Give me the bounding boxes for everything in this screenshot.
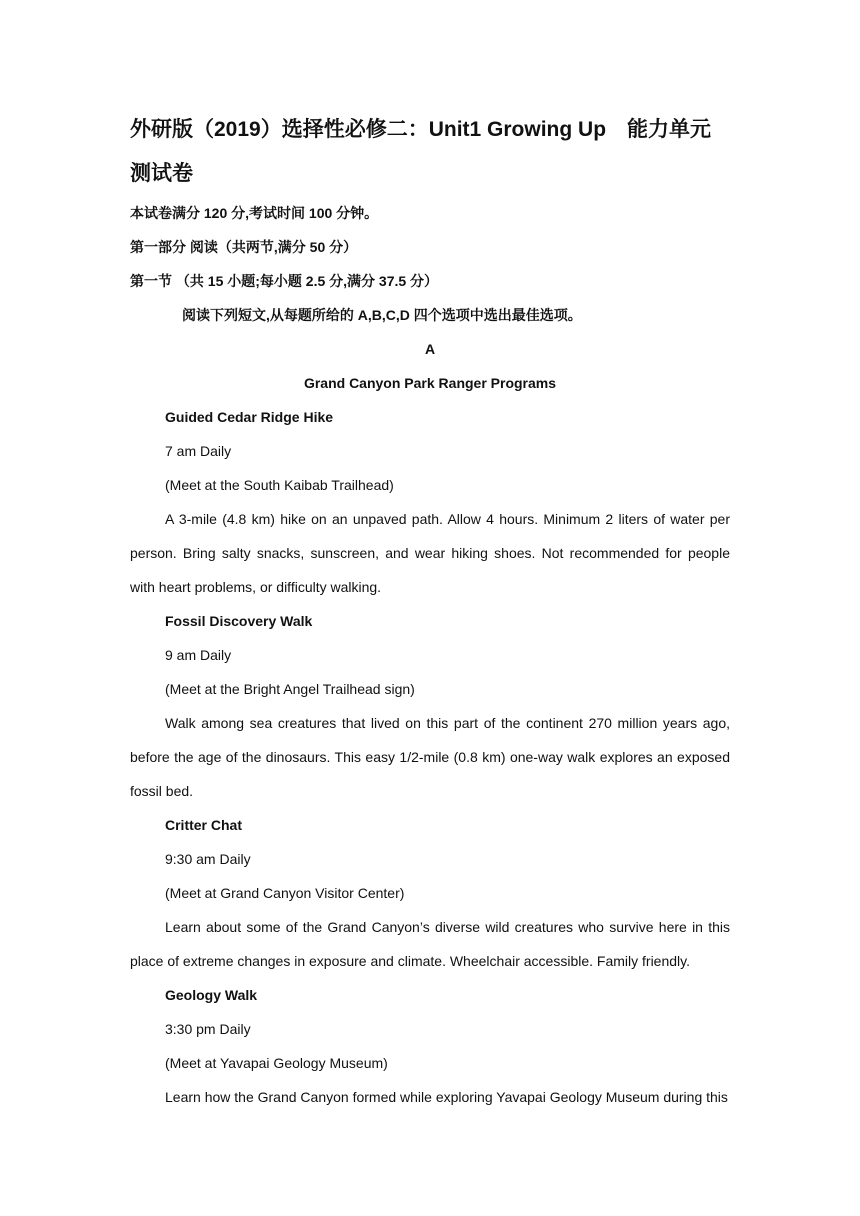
document-content	[130, 108, 730, 1114]
program-location: (Meet at Yavapai Geology Museum)	[165, 1055, 388, 1071]
program-name: Guided Cedar Ridge Hike	[165, 409, 334, 425]
program-name: Fossil Discovery Walk	[165, 613, 313, 629]
passage-title: Grand Canyon Park Ranger Programs	[303, 375, 557, 391]
program-location: (Meet at the Bright Angel Trailhead sign)	[165, 681, 415, 697]
program-description: Learn how the Grand Canyon formed while exploring Yavapai Geology Museum during this	[165, 1089, 728, 1105]
program-name: Geology Walk	[165, 987, 258, 1003]
exam-intro: 本试卷满分 120 分,考试时间 100 分钟。	[130, 205, 379, 221]
instruction-text: 阅读下列短文,从每题所给的 A,B,C,D 四个选项中选出最佳选项。	[182, 307, 582, 323]
program-time: 7 am Daily	[165, 443, 232, 459]
program-time: 9:30 am Daily	[165, 851, 251, 867]
program-time: 9 am Daily	[165, 647, 232, 663]
program-time: 3:30 pm Daily	[165, 1021, 251, 1037]
passage-label: A	[424, 341, 436, 357]
program-description: Learn about some of the Grand Canyon’s diverse wild creatures who survive here in this place of extreme changes in exposure and climate. Wheelchair accessible. Family friendly.	[130, 919, 730, 969]
section-heading: 第一节 （共 15 小题;每小题 2.5 分,满分 37.5 分）	[130, 273, 439, 289]
program-description: Walk among sea creatures that lived on this part of the continent 270 million years ago, before the age of the dinosaurs. This easy 1/2-mile (0.8 km) one-way walk explores an exposed fossil bed.	[130, 715, 730, 799]
part-heading: 第一部分 阅读（共两节,满分 50 分）	[130, 239, 358, 255]
program-location: (Meet at the South Kaibab Trailhead)	[165, 477, 394, 493]
document-title: 外研版（2019）选择性必修二：Unit1 Growing Up 能力单元测试卷	[130, 118, 712, 185]
program-name: Critter Chat	[165, 817, 243, 833]
program-description: A 3-mile (4.8 km) hike on an unpaved path. Allow 4 hours. Minimum 2 liters of water per person. Bring salty snacks, sunscreen, and wear hiking shoes. Not recommended for people with heart problems, or difficulty walking.	[130, 511, 730, 595]
program-location: (Meet at Grand Canyon Visitor Center)	[165, 885, 405, 901]
